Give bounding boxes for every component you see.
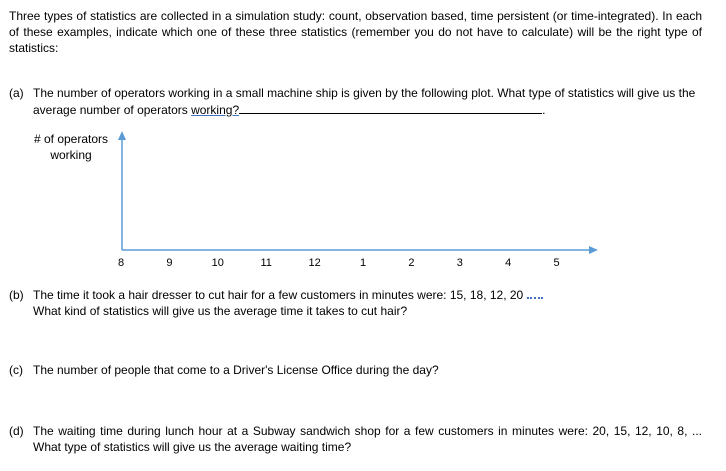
question-c-text: The number of people that come to a Driver's License Office during the day?: [33, 363, 439, 377]
question-a-body: The number of operators working in a small machine ship is given by the following plot. What type of statistics will give us the average number of operators: [33, 86, 696, 117]
question-a-link: working?: [191, 103, 240, 117]
x-axis-arrow: [589, 246, 598, 254]
question-b-label: (b): [9, 288, 24, 302]
question-d: [9, 423, 702, 457]
question-d-label: (d): [9, 424, 24, 438]
question-b: [9, 287, 702, 321]
question-b-line2: What kind of statistics will give us the average time it takes to cut hair?: [33, 304, 408, 318]
plot-ylabel-line1: # of operators: [33, 132, 109, 146]
x-tick-label: 1: [359, 257, 367, 269]
answer-line-a: [239, 101, 542, 114]
x-tick-label: 10: [211, 257, 224, 269]
question-b-text: [33, 287, 702, 319]
x-tick-label: 5: [553, 257, 560, 269]
x-tick-label: 11: [260, 257, 272, 269]
x-tick-label: 4: [505, 257, 512, 269]
x-tick-label: 12: [308, 257, 321, 269]
x-tick-label: 2: [408, 257, 415, 269]
question-c-label: (c): [9, 363, 23, 377]
question-b-line1: The time it took a hair dresser to cut hair for a few customers in minutes were: 15, 18, 12, 20: [33, 288, 524, 302]
question-b-dots: [527, 289, 543, 299]
y-axis-arrow: [118, 131, 126, 140]
question-a-label: (a): [9, 86, 24, 100]
question-d-text: The waiting time during lunch hour at a Subway sandwich shop for a few customers in minutes were: 20, 15, 12, 10, 8, ... What type of statistics will give us the average waiting time?: [33, 424, 702, 454]
plot-ylabel-line2: working: [50, 148, 92, 162]
question-a-end: .: [542, 103, 546, 117]
question-a-text: [33, 85, 702, 118]
question-c: [9, 362, 702, 380]
x-tick-label: 9: [166, 257, 173, 269]
question-a: [9, 85, 702, 119]
x-tick-label: 3: [456, 257, 463, 269]
intro-paragraph: Three types of statistics are collected in a simulation study: count, observation based, time persistent (or time-integrated). In each of these examples, indicate which one of these three statistics (remember you do not have to calculate) will be the right type of statistics:: [9, 9, 702, 55]
plot-ylabel: [28, 131, 114, 163]
x-tick-label: 8: [117, 257, 125, 269]
